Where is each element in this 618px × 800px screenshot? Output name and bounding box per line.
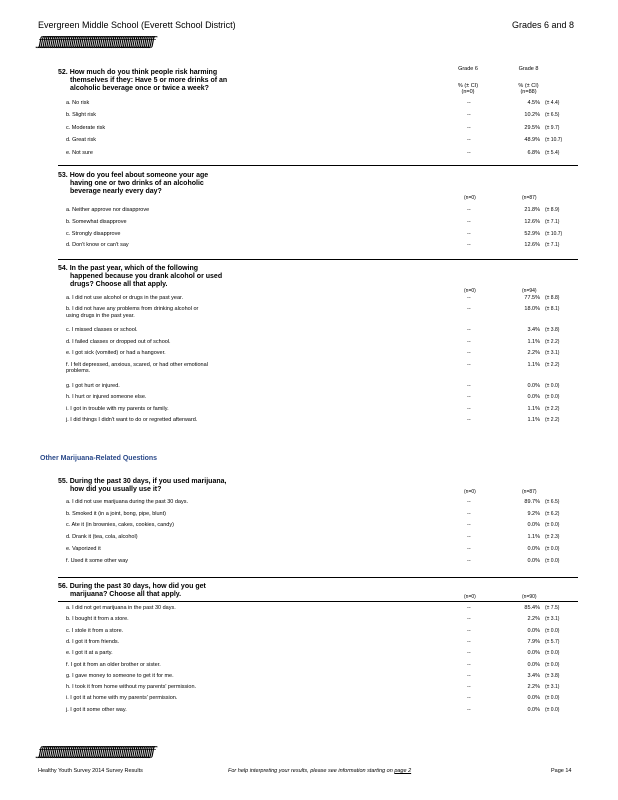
grade6-value: -- — [467, 510, 471, 517]
grade6-value: -- — [467, 650, 471, 657]
grade8-ci: (± 0.0) — [545, 545, 560, 552]
grade8-percent: 1.1% — [527, 361, 540, 368]
grade8-ci: (± 10.7) — [545, 230, 563, 237]
grade6-value: -- — [467, 557, 471, 564]
grade8-percent: 0.0% — [527, 545, 540, 552]
grade8-ci: (± 2.2) — [545, 405, 560, 412]
answer-label: c. I stole it from a store. — [66, 627, 124, 634]
grade6-value: -- — [467, 327, 471, 334]
grade8-ci: (± 2.2) — [545, 338, 560, 345]
answer-label: d. Don't know or can't say — [66, 242, 129, 249]
grade6-n: (n=0) — [464, 489, 476, 495]
grade8-percent: 52.9% — [524, 230, 540, 237]
grade8-percent: 29.5% — [524, 124, 540, 131]
grades-label: Grades 6 and 8 — [512, 20, 575, 30]
grade6-value: -- — [467, 295, 471, 301]
grade8-ci: (± 3.1) — [545, 350, 560, 357]
answer-label: h. I took it from home without my parents' permission. — [66, 684, 197, 691]
grade8-ci: (± 4.4) — [545, 100, 560, 106]
grade8-percent: 3.4% — [527, 327, 540, 334]
section-heading: Other Marijuana-Related Questions — [40, 455, 158, 462]
question-55 — [58, 478, 598, 564]
grade8-ci: (± 0.0) — [545, 394, 560, 401]
grade8-percent: 1.1% — [527, 405, 540, 412]
grade6-value: -- — [467, 416, 471, 423]
grade6-value: -- — [467, 230, 471, 237]
grade8-percent: 1.1% — [527, 338, 540, 345]
grade8-percent: 18.0% — [524, 306, 540, 313]
grade8-percent: 48.9% — [524, 137, 540, 144]
grade6-value: -- — [467, 137, 471, 144]
grade6-value: -- — [467, 605, 471, 611]
grade8-ci: (± 10.7) — [545, 137, 563, 144]
answer-label: b. Smoked it (in a joint, bong, pipe, blunt) — [66, 510, 166, 517]
question-53 — [58, 172, 598, 249]
grade6-value: -- — [467, 149, 471, 156]
grade8-percent: 0.0% — [527, 650, 540, 657]
grade8-percent: 0.0% — [527, 382, 540, 389]
answer-label: f. I got it from an older brother or sister. — [66, 661, 161, 668]
answer-label: d. Great risk — [66, 137, 96, 144]
grade8-ci: (± 0.0) — [545, 557, 560, 564]
school-name: Evergreen Middle School (Everett School District) — [38, 20, 236, 30]
footer-page-number: Page 14 — [551, 768, 572, 774]
grade8-ci: (± 5.7) — [545, 638, 560, 645]
grade8-percent: 10.2% — [524, 112, 540, 119]
grade6-value: -- — [467, 338, 471, 345]
grade8-percent: 0.0% — [527, 394, 540, 401]
grade6-value: -- — [467, 672, 471, 679]
answer-label: d. I failed classes or dropped out of school. — [66, 338, 171, 345]
grade8-percent: 2.2% — [527, 616, 540, 623]
grade6-value: -- — [467, 207, 471, 213]
grade8-ci: (± 0.0) — [545, 627, 560, 634]
grade8-percent: 0.0% — [527, 627, 540, 634]
question-54 — [58, 265, 598, 423]
grade6-value: -- — [467, 361, 471, 368]
grade8-ci: (± 0.0) — [545, 706, 560, 713]
answer-label: e. Vaporized it — [66, 545, 101, 552]
grade6-value: -- — [467, 638, 471, 645]
answer-label: j. I did things I didn't want to do or regretted afterward. — [66, 416, 198, 423]
answer-label: f. Used it some other way — [66, 557, 129, 564]
question-divider — [58, 577, 578, 578]
grade6-value: -- — [467, 405, 471, 412]
grade8-ci: (± 6.5) — [545, 499, 560, 505]
grade6-value: -- — [467, 534, 471, 541]
grade6-value: -- — [467, 695, 471, 702]
decorative-divider-top: ƒƒƒƒƒƒƒƒƒƒƒƒƒƒƒƒƒƒƒƒƒƒƒƒƒƒƒƒƒƒƒƒƒƒƒƒƒƒƒƒƒƒƒƒƒƒƒƒƒƒƒƒƒƒƒƒƒƒƒƒ — [38, 35, 153, 50]
grade8-ci: (± 7.1) — [545, 218, 560, 225]
footer-help-text: For help interpreting your results, please see information starting on page 2 — [228, 768, 412, 774]
answer-label: g. I got hurt or injured. — [66, 382, 120, 389]
grade8-percent: 2.2% — [527, 684, 540, 691]
answer-label: c. Strongly disapprove — [66, 230, 121, 237]
answer-label: e. I got it at a party. — [66, 650, 113, 657]
grade6-n: (n=0) — [464, 594, 476, 600]
grade8-ci: (± 2.2) — [545, 416, 560, 423]
question-divider — [58, 259, 578, 260]
grade6-value: -- — [467, 499, 471, 505]
grade8-ci: (± 3.8) — [545, 672, 560, 679]
question-52 — [58, 69, 598, 156]
grade8-ci: (± 0.0) — [545, 382, 560, 389]
grade8-n: (n=87) — [522, 195, 537, 201]
grade8-percent: 4.5% — [527, 100, 540, 106]
grade8-percent: 89.7% — [524, 499, 540, 505]
grade6-value: -- — [467, 706, 471, 713]
grade8-percent: 0.0% — [527, 557, 540, 564]
grade8-percent: 0.0% — [527, 522, 540, 529]
answer-label: i. I got it at home with my parents' permission. — [66, 695, 178, 702]
grade6-value: -- — [467, 522, 471, 529]
grade6-value: -- — [467, 394, 471, 401]
answer-label: d. I got it from friends. — [66, 638, 120, 645]
decorative-divider-bottom: ƒƒƒƒƒƒƒƒƒƒƒƒƒƒƒƒƒƒƒƒƒƒƒƒƒƒƒƒƒƒƒƒƒƒƒƒƒƒƒƒƒƒƒƒƒƒƒƒƒƒƒƒƒƒƒƒƒƒƒƒ — [38, 745, 153, 760]
answer-label: a. No risk — [66, 100, 90, 106]
answer-label: g. I gave money to someone to get it for me. — [66, 672, 174, 679]
answer-label: e. I got sick (vomited) or had a hangover. — [66, 350, 166, 357]
answer-label: e. Not sure — [66, 149, 93, 156]
grade8-ci: (± 6.5) — [545, 112, 560, 119]
grade8-percent: 12.6% — [524, 218, 540, 225]
grade8-percent: 3.4% — [527, 672, 540, 679]
answer-label: c. Moderate risk — [66, 124, 106, 131]
grade8-ci: (± 8.8) — [545, 295, 560, 301]
grade8-percent: 21.8% — [524, 207, 540, 213]
answer-label: a. I did not use alcohol or drugs in the past year. — [66, 295, 184, 301]
grade6-value: -- — [467, 627, 471, 634]
grade8-ci: (± 9.7) — [545, 124, 560, 131]
grade8-percent: 0.0% — [527, 661, 540, 668]
grade8-column-header: Grade 8 % (± CI) (n=88) — [518, 66, 539, 95]
grade6-value: -- — [467, 661, 471, 668]
grade8-n: (n=87) — [522, 489, 537, 495]
grade8-ci: (± 6.2) — [545, 510, 560, 517]
grade8-ci: (± 8.1) — [545, 306, 560, 313]
grade8-ci: (± 2.2) — [545, 361, 560, 368]
grade8-ci: (± 3.8) — [545, 327, 560, 334]
footer-survey-label: Healthy Youth Survey 2014 Survey Results — [38, 768, 143, 774]
question-title: 55. During the past 30 days, if you used marijuana, how did you usually use it? — [58, 478, 227, 493]
grade6-column-header: Grade 6 % (± CI) (n=0) — [457, 66, 479, 95]
grade8-ci: (± 0.0) — [545, 695, 560, 702]
grade8-percent: 0.0% — [527, 695, 540, 702]
question-title: 54. In the past year, which of the following happened because you drank alcohol or used drugs? Choose all that apply. — [58, 265, 223, 288]
answer-label: f. I felt depressed, anxious, scared, or had other emotional problems. — [66, 361, 208, 375]
answer-label: j. I got it some other way. — [66, 706, 127, 713]
grade6-value: -- — [467, 350, 471, 357]
grade8-percent: 0.0% — [527, 706, 540, 713]
question-title: 53. How do you feel about someone your age having one or two drinks of an alcoholic beverage nearly every day? — [58, 172, 209, 195]
grade8-ci: (± 2.3) — [545, 534, 560, 541]
grade8-n: (n=94) — [522, 288, 537, 294]
answer-label: a. I did not use marijuana during the past 30 days. — [66, 499, 188, 505]
grade6-value: -- — [467, 306, 471, 313]
grade8-percent: 1.1% — [527, 416, 540, 423]
grade8-ci: (± 0.0) — [545, 650, 560, 657]
answer-label: c. Ate it (in brownies, cakes, cookies, candy) — [66, 522, 174, 529]
answer-label: b. I did not have any problems from drinking alcohol or using drugs in the past year. — [66, 306, 199, 319]
grade8-percent: 85.4% — [524, 605, 540, 611]
answer-label: c. I missed classes or school. — [66, 327, 138, 334]
question-title: 56. During the past 30 days, how did you get marijuana? Choose all that apply. — [58, 583, 206, 598]
answer-label: i. I got in trouble with my parents or family. — [66, 405, 169, 412]
grade8-ci: (± 8.9) — [545, 207, 560, 213]
grade8-percent: 2.2% — [527, 350, 540, 357]
answer-label: b. I bought it from a store. — [66, 616, 129, 623]
grade6-n: (n=0) — [464, 288, 476, 294]
answer-label: a. I did not get marijuana in the past 30 days. — [66, 605, 176, 611]
grade8-percent: 1.1% — [527, 534, 540, 541]
answer-label: a. Neither approve nor disapprove — [66, 207, 150, 213]
grade8-percent: 77.5% — [524, 295, 540, 301]
grade8-ci: (± 7.5) — [545, 605, 560, 611]
question-56 — [58, 583, 598, 713]
grade6-value: -- — [467, 616, 471, 623]
grade8-ci: (± 5.4) — [545, 149, 560, 156]
grade6-value: -- — [467, 684, 471, 691]
grade8-percent: 6.8% — [527, 149, 540, 156]
grade8-ci: (± 0.0) — [545, 522, 560, 529]
grade6-value: -- — [467, 382, 471, 389]
grade8-n: (n=90) — [522, 594, 537, 600]
grade8-ci: (± 7.1) — [545, 242, 560, 249]
answer-label: d. Drank it (tea, cola, alcohol) — [66, 534, 138, 541]
answer-label: h. I hurt or injured someone else. — [66, 394, 147, 401]
answer-label: b. Slight risk — [66, 112, 96, 119]
question-divider — [58, 165, 578, 166]
footer-page-link[interactable]: page 2 — [394, 768, 412, 774]
grade6-value: -- — [467, 124, 471, 131]
grade8-ci: (± 0.0) — [545, 661, 560, 668]
grade8-percent: 9.2% — [527, 510, 540, 517]
answer-label: b. Somewhat disapprove — [66, 218, 127, 225]
grade6-value: -- — [467, 100, 471, 106]
grade8-ci: (± 3.1) — [545, 616, 560, 623]
grade8-percent: 7.9% — [527, 638, 540, 645]
grade6-value: -- — [467, 242, 471, 249]
grade6-value: -- — [467, 545, 471, 552]
grade6-value: -- — [467, 218, 471, 225]
grade6-value: -- — [467, 112, 471, 119]
grade6-n: (n=0) — [464, 195, 476, 201]
grade8-ci: (± 3.1) — [545, 684, 560, 691]
grade8-percent: 12.6% — [524, 242, 540, 249]
question-divider — [58, 601, 578, 602]
question-title: 52. How much do you think people risk harming themselves if they: Have 5 or more drinks of an alcoholic beverage once or twice a week? — [58, 69, 228, 92]
